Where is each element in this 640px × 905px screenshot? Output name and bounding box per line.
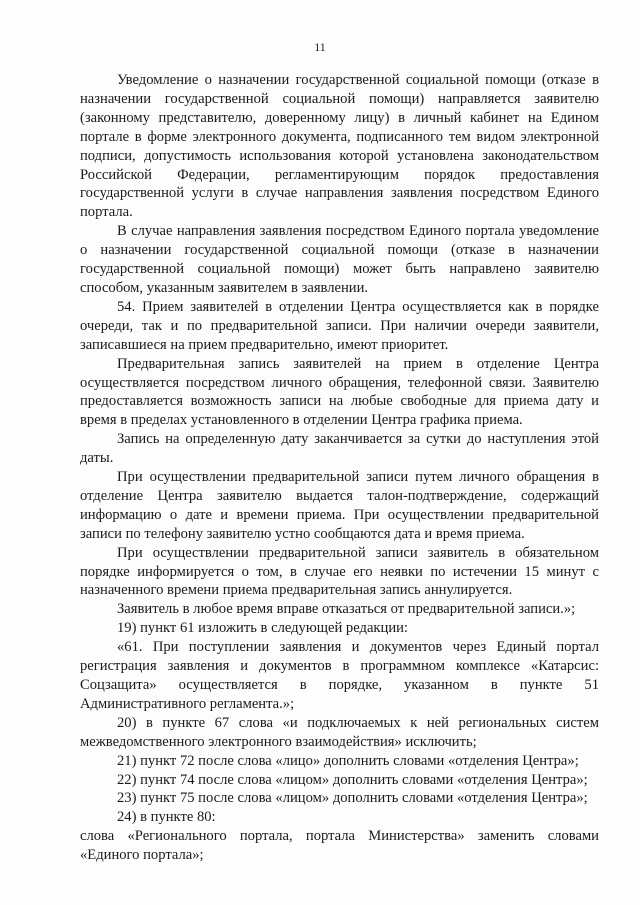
paragraph-amendment-19: 19) пункт 61 изложить в следующей редакции: [117, 620, 408, 637]
paragraph-amendment-23: 23) пункт 75 после слова «лицом» дополнить словами «отделения Центра»; [117, 790, 588, 807]
paragraph-amendment-24: 24) в пункте 80: [117, 809, 216, 826]
paragraph-amendment-22: 22) пункт 74 после слова «лицом» дополнить словами «отделения Центра»; [117, 771, 588, 788]
paragraph-record-deadline: Запись на определенную дату заканчивается за сутки до наступления этой даты. [80, 431, 599, 467]
paragraph-amendment-21: 21) пункт 72 после слова «лицо» дополнить словами «отделения Центра»; [117, 752, 579, 769]
paragraph-notification-method: В случае направления заявления посредством Единого портала уведомление о назначении государственной социальной помощи (отказе в назначении государственной социальной помощи) может быть направлено заявителю способом, указанным заявителем в заявлении. [80, 223, 599, 296]
paragraph-coupon: При осуществлении предварительной записи путем личного обращения в отделение Центра заявителю выдается талон-подтверждение, содержащий информацию о дате и времени приема. При осуществлении предварительной записи по телефону заявителю устно сообщаются дата и время приема. [80, 469, 599, 542]
document-body [80, 71, 599, 865]
paragraph-cancellation: При осуществлении предварительной записи заявитель в обязательном порядке информируется о том, в случае его неявки по истечении 15 минут с назначенного времени приема предварительная запись аннулируется. [80, 544, 599, 599]
paragraph-item-61: «61. При поступлении заявления и документов через Единый портал регистрация заявления и документов в программном комплексе «Катарсис: Соцзащита» осуществляется в порядке, указанном в пункте 51 Административного регламента.»; [80, 639, 599, 712]
paragraph-refusal: Заявитель в любое время вправе отказаться от предварительной записи.»; [117, 601, 576, 618]
page-number: 11 [314, 40, 326, 54]
paragraph-replace-words: слова «Регионального портала, портала Министерства» заменить словами «Единого портала»; [80, 828, 599, 864]
paragraph-item-54: 54. Прием заявителей в отделении Центра осуществляется как в порядке очереди, так и по предварительной записи. При наличии очереди заявители, записавшиеся на прием предварительно, имеют приоритет. [80, 298, 599, 353]
paragraph-amendment-20: 20) в пункте 67 слова «и подключаемых к ней региональных систем межведомственного электронного взаимодействия» исключить; [80, 714, 599, 750]
paragraph-notification: Уведомление о назначении государственной социальной помощи (отказе в назначении государственной социальной помощи) направляется заявителю (законному представителю, доверенному лицу) в личный кабинет на Едином портале в форме электронного документа, подписанного тем видом электронной подписи, допустимость использования которой установлена законодательством Российской Федерации, регламентирующим порядок предоставления государственной услуги в случае направления заявления посредством Единого портала. [80, 72, 599, 221]
paragraph-preliminary-record: Предварительная запись заявителей на прием в отделение Центра осуществляется посредством личного обращения, телефонной связи. Заявителю предоставляется возможность записи на любые свободные для приема дату и время в пределах установленного в отделении Центра графика приема. [80, 355, 599, 429]
